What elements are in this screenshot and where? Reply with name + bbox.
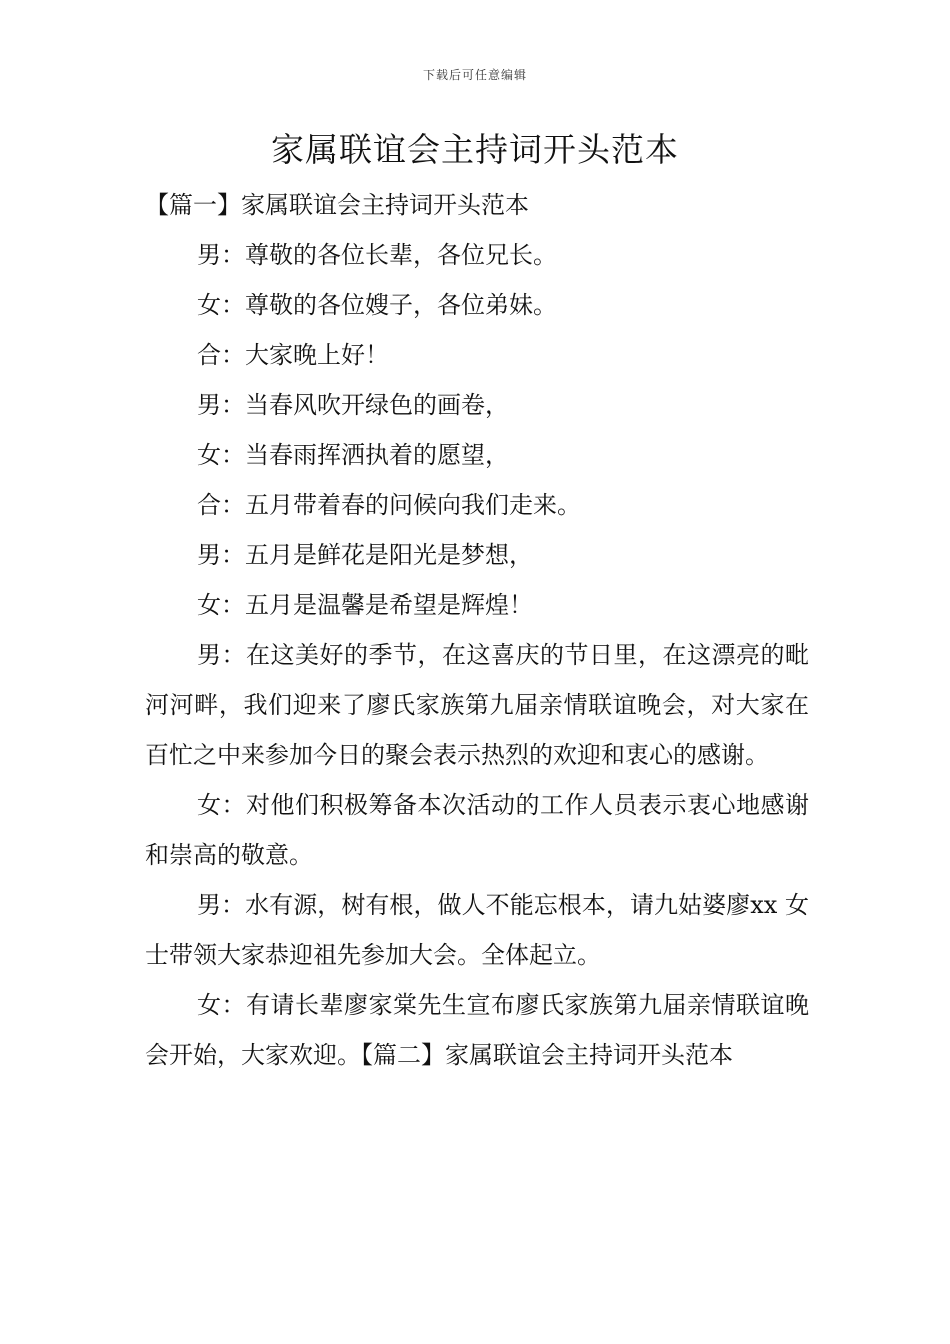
dialogue-paragraph: 男：水有源，树有根，做人不能忘根本，请九姑婆廖xx 女士带领大家恭迎祖先参加大会。全体起立。 (145, 891, 809, 969)
document-body (145, 180, 809, 1080)
dialogue-line: 男：当春风吹开绿色的画卷， (197, 391, 509, 419)
document-title: 家属联谊会主持词开头范本 (271, 130, 679, 169)
dialogue-paragraph: 女：对他们积极筹备本次活动的工作人员表示衷心地感谢和崇高的敬意。 (145, 791, 809, 869)
header-note: 下载后可任意编辑 (422, 68, 527, 82)
dialogue-line: 女：当春雨挥洒执着的愿望， (197, 441, 509, 469)
dialogue-line: 合：五月带着春的问候向我们走来。 (197, 491, 581, 519)
dialogue-line: 男：尊敬的各位长辈，各位兄长。 (197, 241, 557, 269)
dialogue-line: 女：尊敬的各位嫂子，各位弟妹。 (197, 291, 557, 319)
dialogue-line: 合：大家晚上好！ (197, 341, 389, 369)
dialogue-line: 男：五月是鲜花是阳光是梦想， (197, 541, 533, 569)
section-heading: 【篇一】家属联谊会主持词开头范本 (145, 191, 529, 219)
dialogue-line: 女：五月是温馨是希望是辉煌！ (197, 591, 533, 619)
dialogue-paragraph: 男：在这美好的季节，在这喜庆的节日里，在这漂亮的毗河河畔，我们迎来了廖氏家族第九届亲情联谊晚会，对大家在百忙之中来参加今日的聚会表示热烈的欢迎和衷心的感谢。 (145, 641, 809, 769)
dialogue-paragraph: 女：有请长辈廖家棠先生宣布廖氏家族第九届亲情联谊晚会开始，大家欢迎。【篇二】家属联谊会主持词开头范本 (145, 991, 809, 1069)
